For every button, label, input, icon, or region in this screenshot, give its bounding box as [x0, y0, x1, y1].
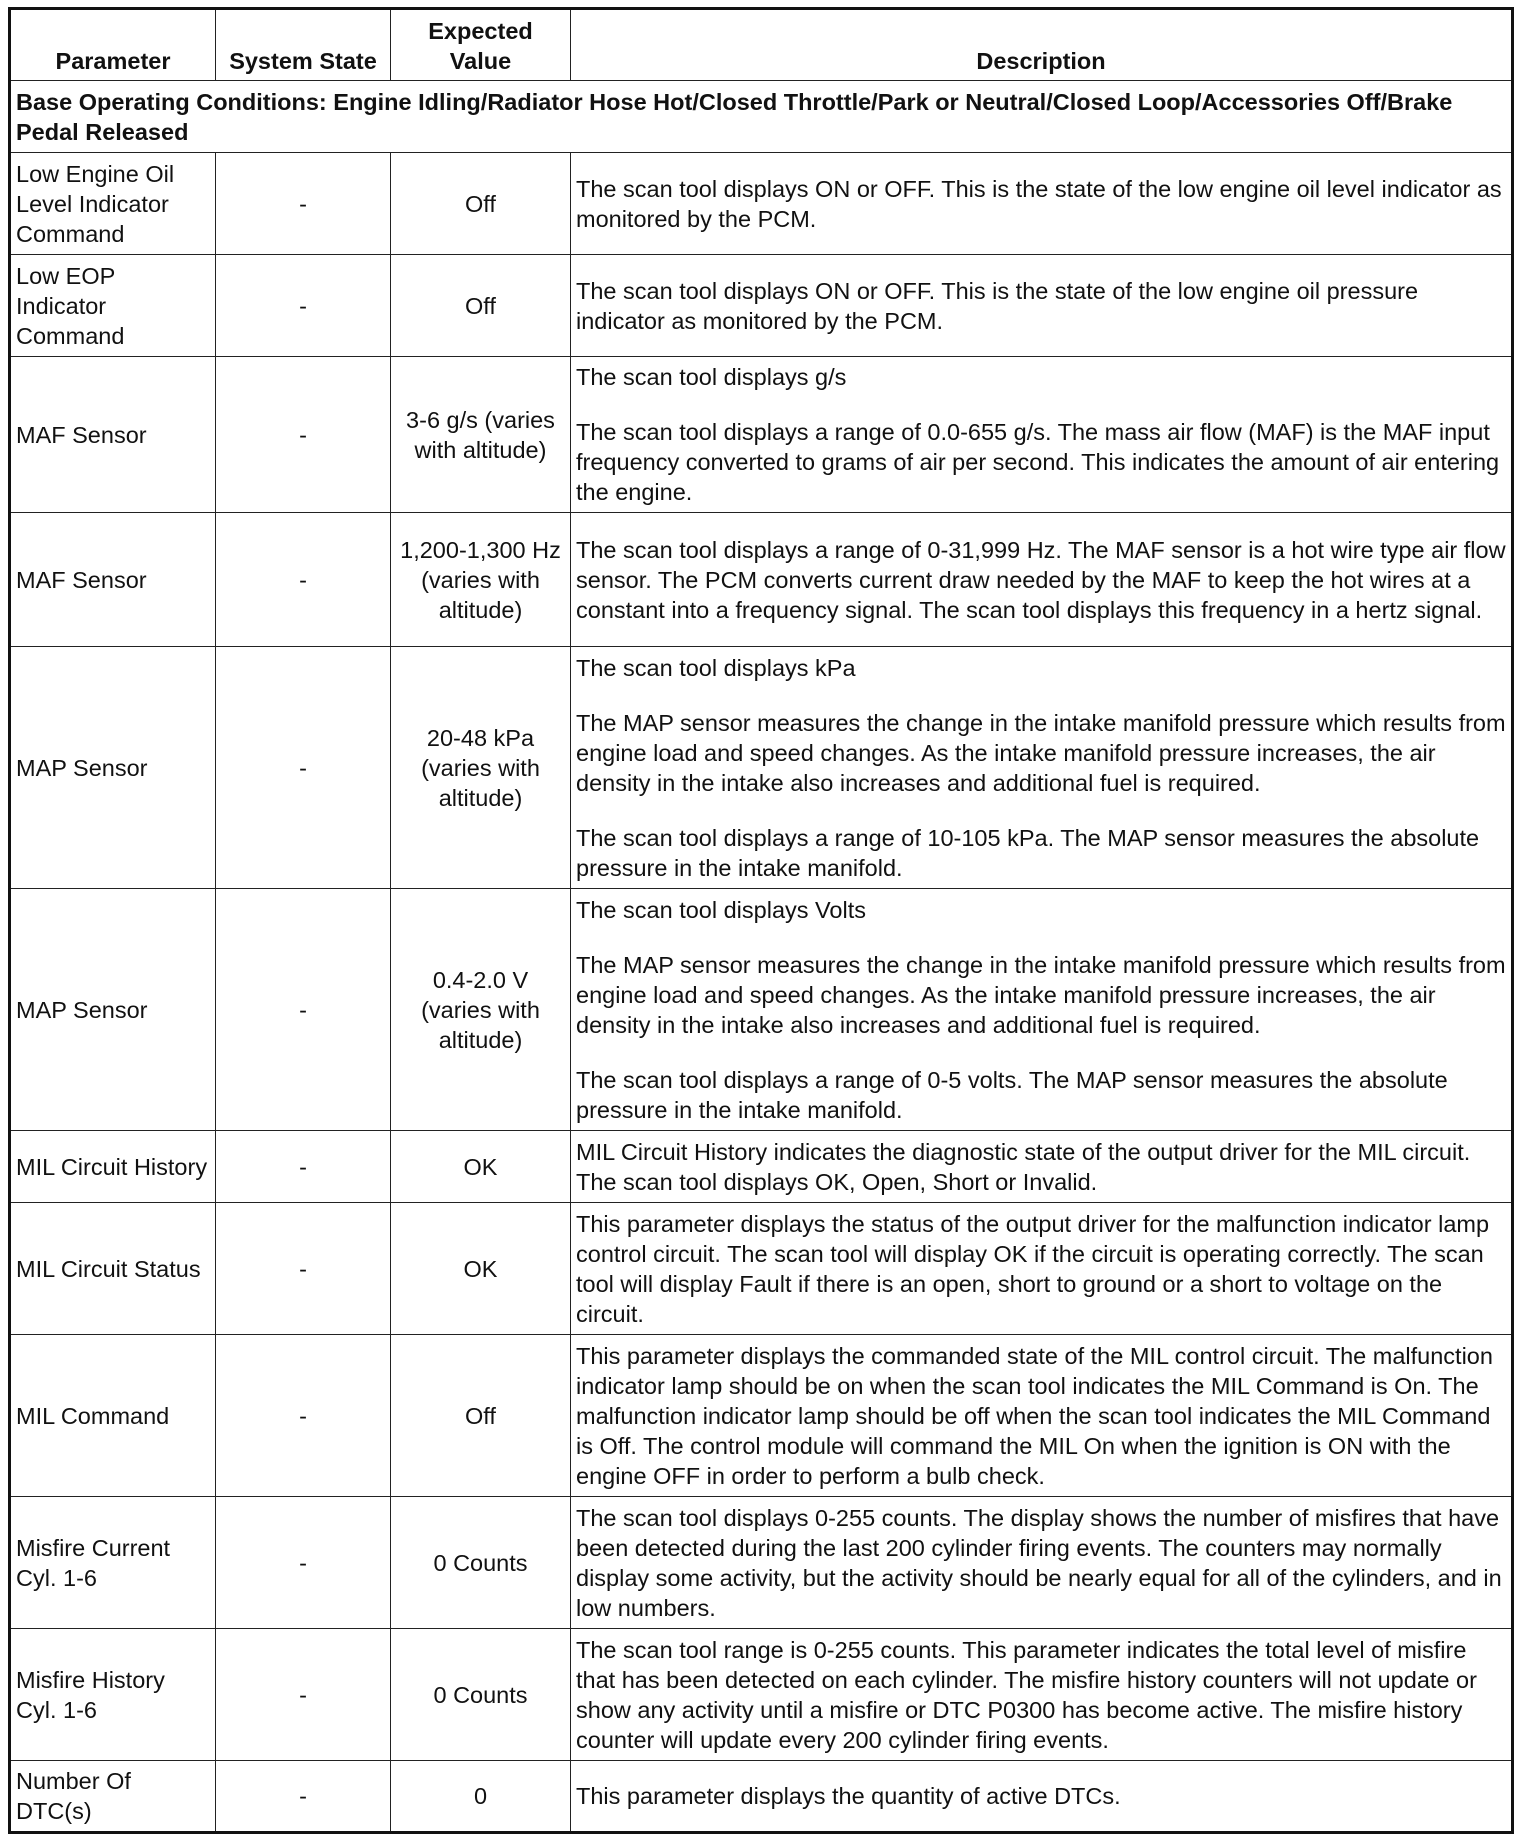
expected-value-cell: 0 Counts — [391, 1629, 571, 1761]
table-row — [10, 255, 1513, 357]
description-paragraph: The scan tool displays kPa — [576, 654, 856, 681]
table-row — [10, 1131, 1513, 1203]
description-cell — [571, 1629, 1513, 1761]
description-cell — [571, 889, 1513, 1131]
parameter-cell: Low Engine Oil Level Indicator Command — [10, 153, 216, 255]
description-cell — [571, 1335, 1513, 1497]
description-paragraph: The scan tool displays a range of 0-31,999 Hz. The MAF sensor is a hot wire type air flow sensor. The PCM converts current draw needed by the MAF to keep the hot wires at a constant into a frequency signal. The scan tool displays this frequency in a hertz signal. — [576, 536, 1506, 623]
header-parameter: Parameter — [10, 9, 216, 81]
table-row — [10, 153, 1513, 255]
description-paragraph: The MAP sensor measures the change in the intake manifold pressure which results from engine load and speed changes. As the intake manifold pressure increases, the air density in the intake also increases and additional fuel is required. — [576, 951, 1506, 1038]
base-operating-conditions: Base Operating Conditions: Engine Idling/Radiator Hose Hot/Closed Throttle/Park or Neutral/Closed Loop/Accessories Off/Brake Pedal Released — [10, 81, 1513, 153]
expected-value-cell: 1,200-1,300 Hz (varies with altitude) — [391, 513, 571, 647]
description-paragraph: This parameter displays the commanded state of the MIL control circuit. The malfunction indicator lamp should be on when the scan tool indicates the MIL Command is On. The malfunction indicator lamp should be off when the scan tool indicates the MIL Command is Off. The control module will command the MIL On when the ignition is ON with the engine OFF in order to perform a bulb check. — [576, 1342, 1493, 1489]
system-state-cell: - — [216, 647, 391, 889]
system-state-cell: - — [216, 1131, 391, 1203]
parameter-cell: Number Of DTC(s) — [10, 1761, 216, 1833]
parameter-cell: MAP Sensor — [10, 647, 216, 889]
expected-value-cell: OK — [391, 1203, 571, 1335]
description-cell — [571, 1761, 1513, 1833]
expected-value-cell: Off — [391, 153, 571, 255]
system-state-cell: - — [216, 889, 391, 1131]
table-row — [10, 889, 1513, 1131]
header-row — [10, 9, 1513, 81]
description-cell — [571, 255, 1513, 357]
description-paragraph: The MAP sensor measures the change in the intake manifold pressure which results from engine load and speed changes. As the intake manifold pressure increases, the air density in the intake also increases and additional fuel is required. — [576, 709, 1506, 796]
description-paragraph: This parameter displays the status of the output driver for the malfunction indicator lamp control circuit. The scan tool will display OK if the circuit is operating correctly. The scan tool will display Fault if there is an open, short to ground or a short to voltage on the circuit. — [576, 1210, 1490, 1327]
system-state-cell: - — [216, 153, 391, 255]
table-row — [10, 1629, 1513, 1761]
description-paragraph: The scan tool displays a range of 0-5 volts. The MAP sensor measures the absolute pressure in the intake manifold. — [576, 1066, 1448, 1123]
parameter-cell: MIL Circuit History — [10, 1131, 216, 1203]
description-paragraph: The scan tool displays g/s — [576, 364, 847, 390]
system-state-cell: - — [216, 1761, 391, 1833]
table-row — [10, 1761, 1513, 1833]
parameter-cell: MAF Sensor — [10, 357, 216, 513]
system-state-cell: - — [216, 255, 391, 357]
expected-value-cell: 0 — [391, 1761, 571, 1833]
system-state-cell: - — [216, 1629, 391, 1761]
header-system-state: System State — [216, 9, 391, 81]
description-paragraph: The scan tool displays ON or OFF. This is the state of the low engine oil level indicator as monitored by the PCM. — [576, 175, 1502, 232]
description-paragraph: The scan tool displays a range of 10-105 kPa. The MAP sensor measures the absolute pressure in the intake manifold. — [576, 824, 1480, 881]
description-cell — [571, 357, 1513, 513]
system-state-cell: - — [216, 1335, 391, 1497]
description-cell — [571, 647, 1513, 889]
description-paragraph: The scan tool displays a range of 0.0-655 g/s. The mass air flow (MAF) is the MAF input frequency converted to grams of air per second. This indicates the amount of air entering the engine. — [576, 419, 1500, 505]
description-paragraph: This parameter displays the quantity of active DTCs. — [576, 1783, 1121, 1809]
parameter-cell: MAP Sensor — [10, 889, 216, 1131]
table-row — [10, 513, 1513, 647]
expected-value-cell: 20-48 kPa (varies with altitude) — [391, 647, 571, 889]
description-cell — [571, 513, 1513, 647]
system-state-cell: - — [216, 1203, 391, 1335]
table-row — [10, 1497, 1513, 1629]
description-paragraph: The scan tool displays 0-255 counts. The display shows the number of misfires that have been detected during the last 200 cylinder firing events. The counters may normally display some activity, but the activity should be nearly equal for all of the cylinders, and in low numbers. — [576, 1504, 1502, 1621]
description-cell — [571, 1131, 1513, 1203]
table-row — [10, 1203, 1513, 1335]
expected-value-cell: Off — [391, 1335, 571, 1497]
parameter-cell: Misfire History Cyl. 1-6 — [10, 1629, 216, 1761]
expected-value-cell: 0.4-2.0 V (varies with altitude) — [391, 889, 571, 1131]
expected-value-cell: Off — [391, 255, 571, 357]
description-paragraph: The scan tool displays ON or OFF. This is the state of the low engine oil pressure indicator as monitored by the PCM. — [576, 277, 1419, 334]
expected-value-cell: OK — [391, 1131, 571, 1203]
parameter-cell: MIL Command — [10, 1335, 216, 1497]
table-row — [10, 647, 1513, 889]
table-body — [10, 81, 1513, 1833]
description-cell — [571, 153, 1513, 255]
description-cell — [571, 1497, 1513, 1629]
conditions-row — [10, 81, 1513, 153]
description-cell — [571, 1203, 1513, 1335]
parameter-cell: MAF Sensor — [10, 513, 216, 647]
expected-value-cell: 0 Counts — [391, 1497, 571, 1629]
scan-tool-data-table — [8, 7, 1514, 1834]
header-description: Description — [571, 9, 1513, 81]
parameter-cell: Low EOP Indicator Command — [10, 255, 216, 357]
table-row — [10, 1335, 1513, 1497]
system-state-cell: - — [216, 357, 391, 513]
system-state-cell: - — [216, 513, 391, 647]
description-paragraph: The scan tool range is 0-255 counts. This parameter indicates the total level of misfire that has been detected on each cylinder. The misfire history counters will not update or show any activity until a misfire or DTC P0300 has become active. The misfire history counter will update every 200 cylinder firing events. — [576, 1636, 1477, 1753]
table-row — [10, 357, 1513, 513]
description-paragraph: The scan tool displays Volts — [576, 896, 866, 923]
system-state-cell: - — [216, 1497, 391, 1629]
header-expected-value: Expected Value — [391, 9, 571, 81]
parameter-cell: Misfire Current Cyl. 1-6 — [10, 1497, 216, 1629]
parameter-cell: MIL Circuit Status — [10, 1203, 216, 1335]
expected-value-cell: 3-6 g/s (varies with altitude) — [391, 357, 571, 513]
description-paragraph: MIL Circuit History indicates the diagnostic state of the output driver for the MIL circuit. The scan tool displays OK, Open, Short or Invalid. — [576, 1138, 1471, 1195]
